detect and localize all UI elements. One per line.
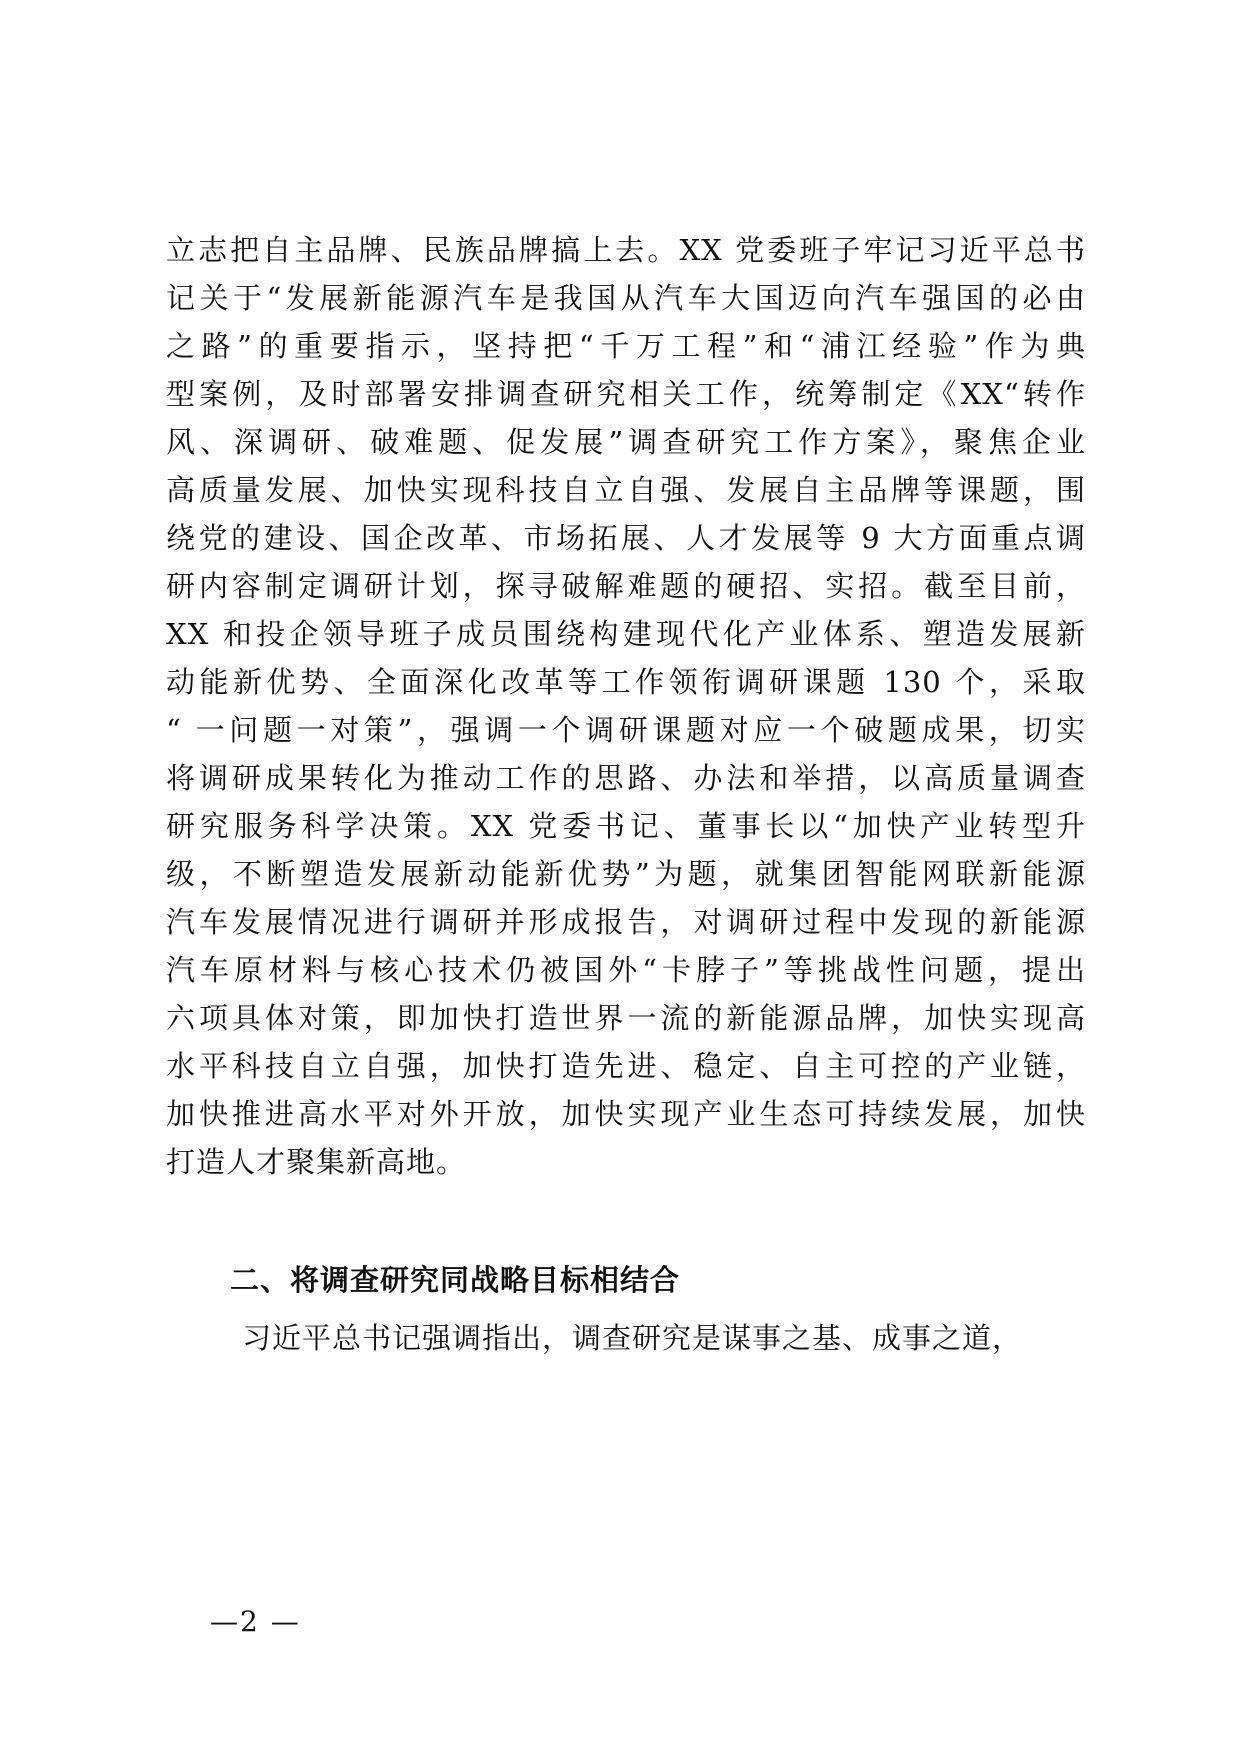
paragraph-line: 立志把自主品牌、民族品牌搞上去。XX 党委班子牢记习近平总书	[166, 233, 1086, 267]
paragraph-line: 记关于“发展新能源汽车是我国从汽车大国迈向汽车强国的必由	[166, 281, 1086, 315]
paragraph-line: “ 一问题一对策”，强调一个调研课题对应一个破题成果，切实	[166, 713, 1086, 747]
paragraph-line: 风、深调研、破难题、促发展”调查研究工作方案》，聚焦企业	[166, 425, 1086, 459]
paragraph-line: 水平科技自立自强，加快打造先进、稳定、自主可控的产业链，	[166, 1049, 1086, 1083]
page-number: —2 —	[210, 1605, 301, 1638]
paragraph-line: 打造人才聚集新高地。	[166, 1145, 467, 1179]
paragraph-line: 级，不断塑造发展新动能新优势”为题，就集团智能网联新能源	[166, 857, 1086, 891]
paragraph-line: 汽车原材料与核心技术仍被国外“卡脖子”等挑战性问题，提出	[166, 953, 1086, 987]
paragraph-line: XX 和投企领导班子成员围绕构建现代化产业体系、塑造发展新	[166, 617, 1086, 651]
paragraph-line: 绕党的建设、国企改革、市场拓展、人才发展等 9 大方面重点调	[166, 521, 1086, 555]
paragraph-line: 汽车发展情况进行调研并形成报告，对调研过程中发现的新能源	[166, 905, 1086, 939]
paragraph-line: 六项具体对策，即加快打造世界一流的新能源品牌，加快实现高	[166, 1001, 1086, 1035]
paragraph-line: 研究服务科学决策。XX 党委书记、董事长以“加快产业转型升	[166, 809, 1086, 843]
paragraph-line: 将调研成果转化为推动工作的思路、办法和举措，以高质量调查	[166, 761, 1086, 795]
paragraph-first-line: 习近平总书记强调指出，调查研究是谋事之基、成事之道，	[242, 1321, 1023, 1355]
paragraph-line: 研内容制定调研计划，探寻破解难题的硬招、实招。截至目前，	[166, 569, 1086, 603]
paragraph-body	[166, 226, 1086, 1186]
paragraph-line: 加快推进高水平对外开放，加快实现产业生态可持续发展，加快	[166, 1097, 1086, 1131]
paragraph-line: 动能新优势、全面深化改革等工作领衔调研课题 130 个，采取	[166, 665, 1086, 699]
paragraph-line: 之路”的重要指示，坚持把“千万工程”和“浦江经验”作为典	[166, 329, 1086, 363]
paragraph-line: 高质量发展、加快实现科技自立自强、发展自主品牌等课题，围	[166, 473, 1086, 507]
paragraph-line: 型案例，及时部署安排调查研究相关工作，统筹制定《XX“转作	[166, 377, 1086, 411]
section-heading: 二、将调查研究同战略目标相结合	[230, 1263, 681, 1297]
